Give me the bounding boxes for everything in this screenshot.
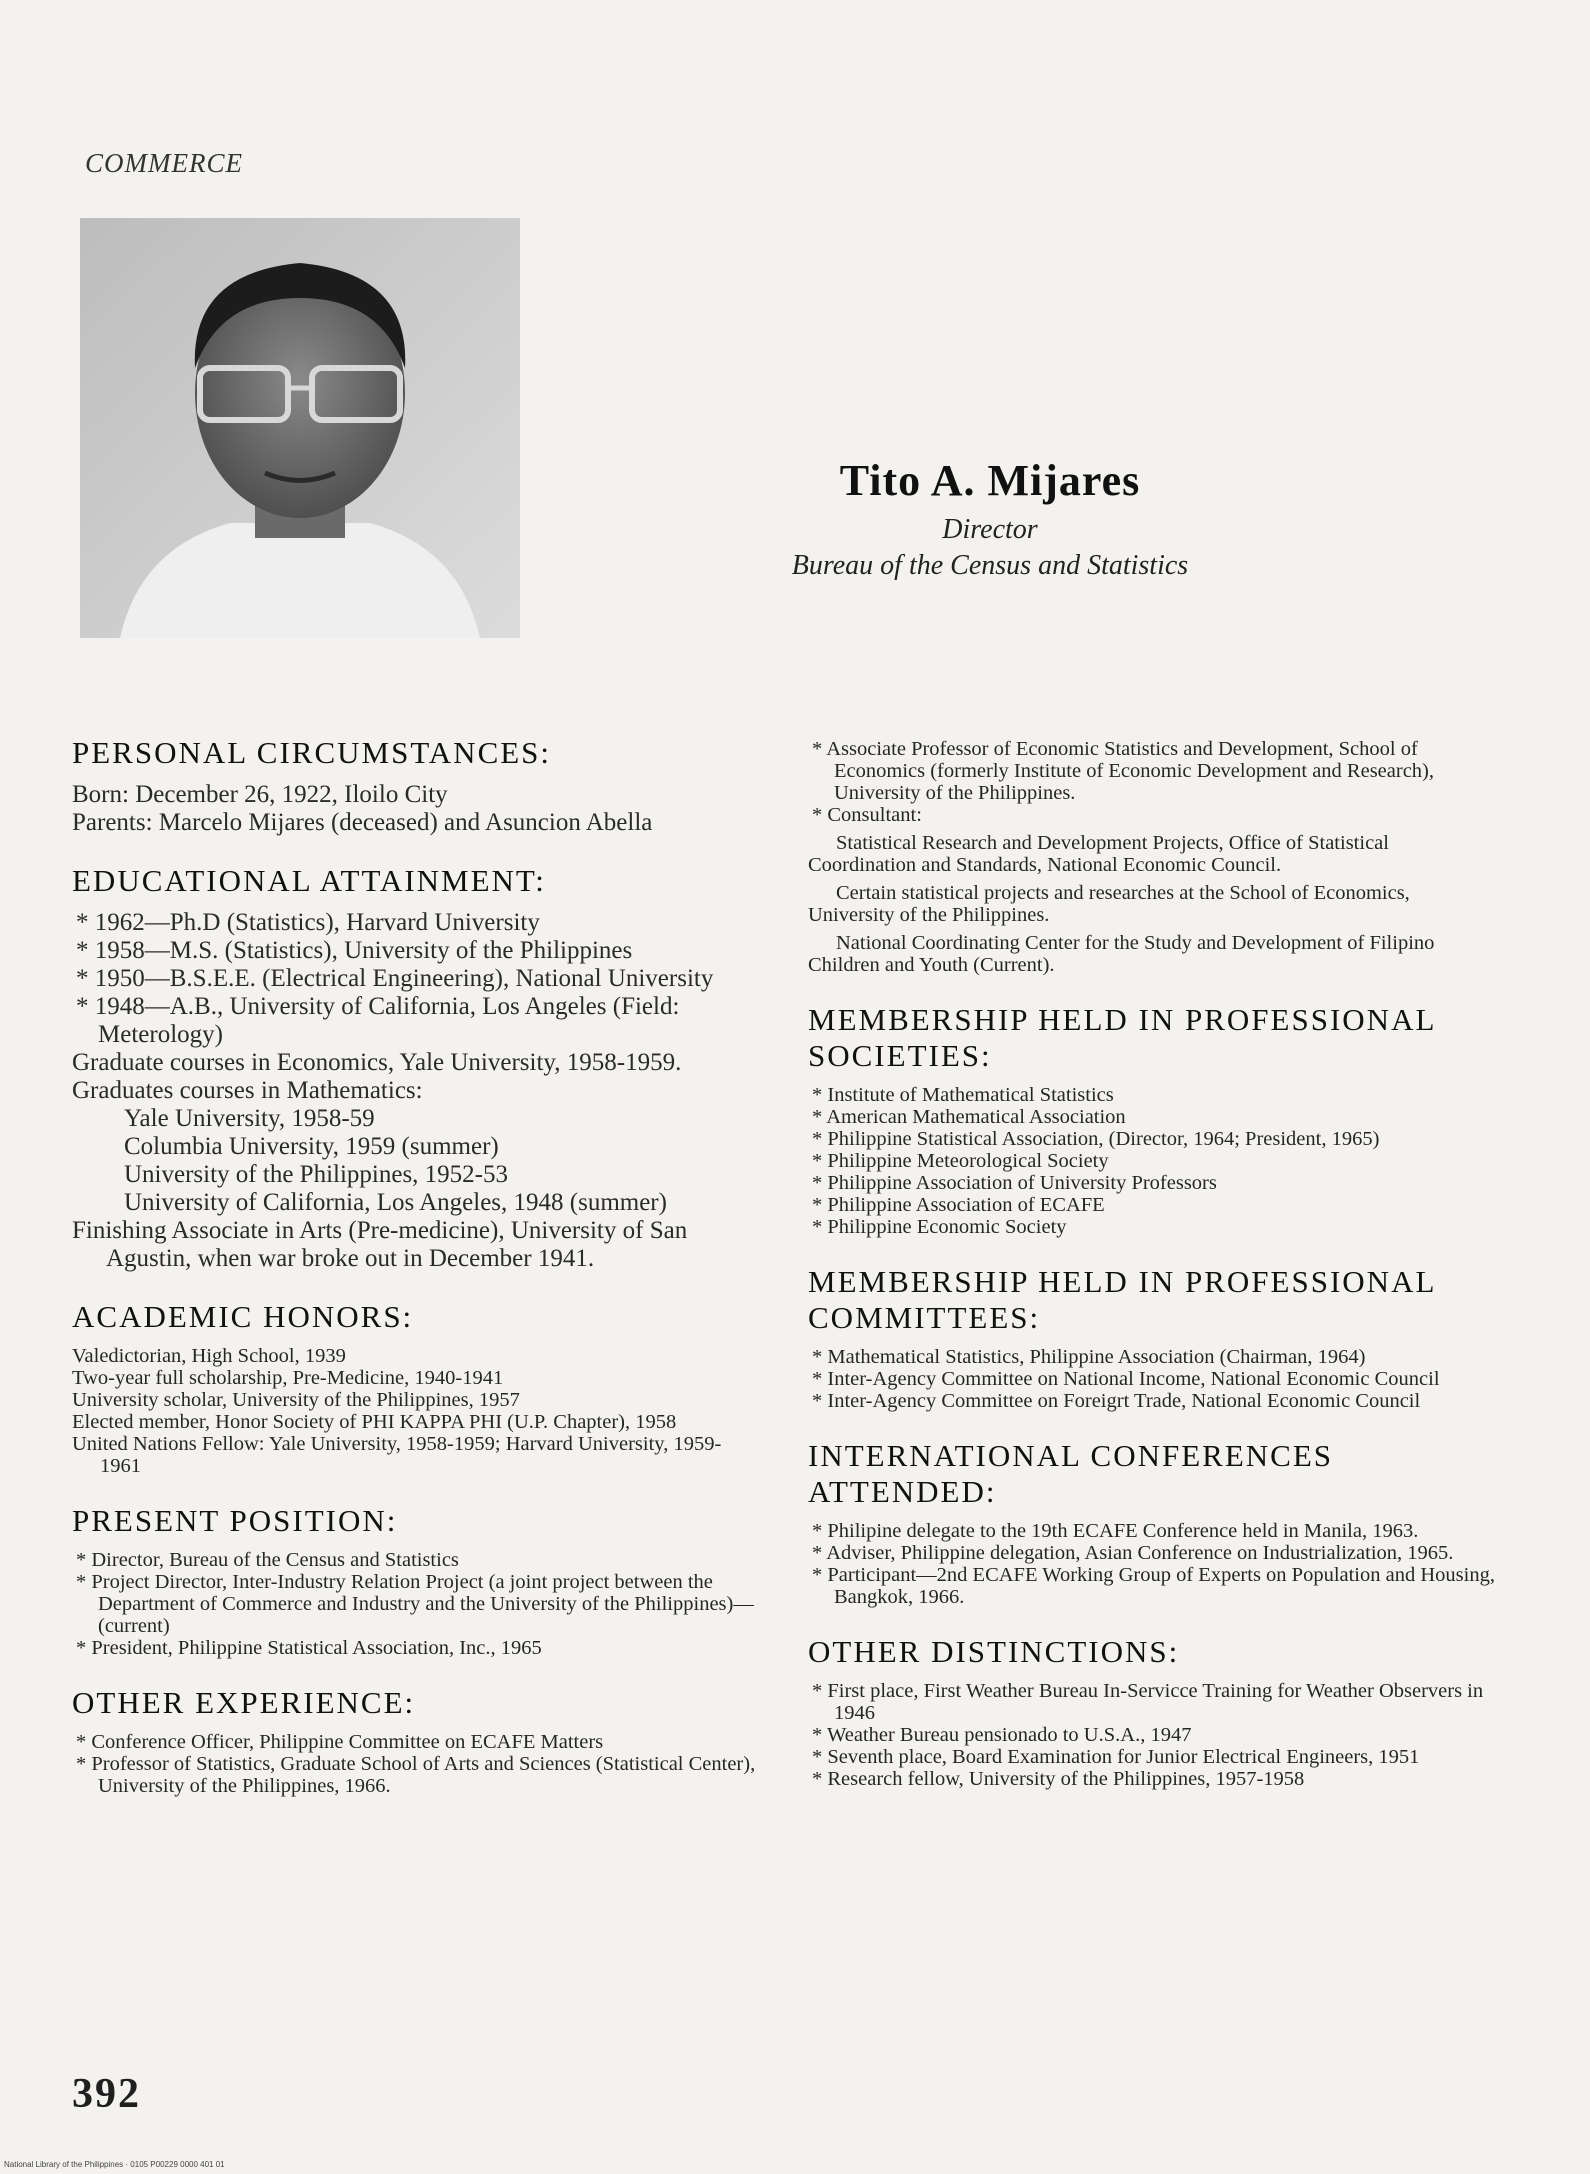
birth-info: Born: December 26, 1922, Iloilo City — [72, 781, 448, 808]
committee-item: * Mathematical Statistics, Philippine Association (Chairman, 1964) — [808, 1346, 1498, 1368]
societies-section — [808, 1002, 1498, 1238]
portrait-image — [80, 218, 520, 638]
grad-math-item: Columbia University, 1959 (summer) — [124, 1133, 499, 1160]
grad-math-item: Yale University, 1958-59 — [124, 1105, 375, 1132]
section-heading: INTERNATIONAL CONFERENCES ATTENDED: — [808, 1438, 1334, 1509]
position-item: * Project Director, Inter-Industry Relation Project (a joint project between the Department of Commerce and Industry and the University of the Philippines)—(current) — [72, 1571, 762, 1637]
distinction-item: * Seventh place, Board Examination for Junior Electrical Engineers, 1951 — [808, 1746, 1498, 1768]
section-heading: OTHER DISTINCTIONS: — [808, 1634, 1180, 1669]
right-column — [808, 738, 1498, 1816]
left-column — [72, 735, 762, 1823]
conference-item: * Philipine delegate to the 19th ECAFE Conference held in Manila, 1963. — [808, 1520, 1498, 1542]
finishing-info: Finishing Associate in Arts (Pre-medicine), University of San Agustin, when war broke out in December 1941. — [72, 1217, 688, 1272]
experience-item: * Associate Professor of Economic Statistics and Development, School of Economics (formerly Institute of Economic Development and Research), University of the Philippines. — [808, 738, 1498, 804]
degree-item: * 1962—Ph.D (Statistics), Harvard University — [72, 909, 762, 937]
profile-header — [700, 455, 1280, 584]
honor-item: University scholar, University of the Philippines, 1957 — [72, 1389, 520, 1411]
consultant-item: Certain statistical projects and researches at the School of Economics, University of the Philippines. — [808, 882, 1410, 926]
consultant-item: Statistical Research and Development Projects, Office of Statistical Coordination and Standards, National Economic Council. — [808, 832, 1389, 876]
position-title: Director — [942, 514, 1038, 545]
conferences-section — [808, 1438, 1498, 1608]
society-item: * Philippine Association of University Professors — [808, 1172, 1498, 1194]
distinction-item: * Research fellow, University of the Philippines, 1957-1958 — [808, 1768, 1498, 1790]
position-item: * Director, Bureau of the Census and Statistics — [72, 1549, 762, 1571]
society-item: * Philippine Association of ECAFE — [808, 1194, 1498, 1216]
grad-math-item: University of the Philippines, 1952-53 — [124, 1161, 508, 1188]
distinctions-section — [808, 1634, 1498, 1790]
conference-item: * Participant—2nd ECAFE Working Group of Experts on Population and Housing, Bangkok, 1966. — [808, 1564, 1498, 1608]
position-item: * President, Philippine Statistical Association, Inc., 1965 — [72, 1637, 762, 1659]
committees-section — [808, 1264, 1498, 1412]
experience-item: * Professor of Statistics, Graduate School of Arts and Sciences (Statistical Center), University of the Philippines, 1966. — [72, 1753, 762, 1797]
society-item: * Philippine Economic Society — [808, 1216, 1498, 1238]
society-item: * American Mathematical Association — [808, 1106, 1498, 1128]
page-number: 392 — [72, 2071, 141, 2117]
experience-section — [72, 1685, 762, 1797]
degree-item: * 1958—M.S. (Statistics), University of the Philippines — [72, 937, 762, 965]
section-heading: OTHER EXPERIENCE: — [72, 1685, 416, 1720]
experience-item: * Conference Officer, Philippine Committee on ECAFE Matters — [72, 1731, 762, 1753]
degree-item: * 1948—A.B., University of California, Los Angeles (Field: Meterology) — [72, 993, 762, 1049]
consultant-item: National Coordinating Center for the Study and Development of Filipino Children and Youth (Current). — [808, 932, 1435, 976]
section-tag: COMMERCE — [85, 148, 243, 178]
personal-section — [72, 735, 762, 837]
honor-item: Elected member, Honor Society of PHI KAPPA PHI (U.P. Chapter), 1958 — [72, 1411, 677, 1433]
footer-note: National Library of the Philippines · 0105 P00229 0000 401 01 — [4, 2160, 225, 2169]
section-heading: PERSONAL CIRCUMSTANCES: — [72, 735, 552, 770]
section-heading: MEMBERSHIP HELD IN PROFESSIONAL COMMITTEES: — [808, 1264, 1436, 1335]
distinction-item: * First place, First Weather Bureau In-Servicce Training for Weather Observers in 1946 — [808, 1680, 1498, 1724]
honor-item: United Nations Fellow: Yale University, 1958-1959; Harvard University, 1959-1961 — [72, 1433, 722, 1477]
section-heading: MEMBERSHIP HELD IN PROFESSIONAL SOCIETIES: — [808, 1002, 1436, 1073]
grad-math-label: Graduates courses in Mathematics: — [72, 1077, 423, 1104]
office-title: Bureau of the Census and Statistics — [791, 550, 1189, 581]
honors-section — [72, 1299, 762, 1477]
present-position-section — [72, 1503, 762, 1659]
section-heading: PRESENT POSITION: — [72, 1503, 398, 1538]
society-item: * Philippine Meteorological Society — [808, 1150, 1498, 1172]
conference-item: * Adviser, Philippine delegation, Asian Conference on Industrialization, 1965. — [808, 1542, 1498, 1564]
portrait-photo — [80, 218, 520, 638]
committee-item: * Inter-Agency Committee on Foreigrt Trade, National Economic Council — [808, 1390, 1498, 1412]
honor-item: Valedictorian, High School, 1939 — [72, 1345, 346, 1367]
society-item: * Philippine Statistical Association, (Director, 1964; President, 1965) — [808, 1128, 1498, 1150]
education-section — [72, 863, 762, 1273]
society-item: * Institute of Mathematical Statistics — [808, 1084, 1498, 1106]
distinction-item: * Weather Bureau pensionado to U.S.A., 1947 — [808, 1724, 1498, 1746]
consultant-label: * Consultant: — [808, 804, 1498, 826]
degree-item: * 1950—B.S.E.E. (Electrical Engineering), National University — [72, 965, 762, 993]
experience-continued — [808, 738, 1498, 976]
parents-info: Parents: Marcelo Mijares (deceased) and Asuncion Abella — [72, 809, 653, 836]
section-heading: EDUCATIONAL ATTAINMENT: — [72, 863, 546, 898]
committee-item: * Inter-Agency Committee on National Income, National Economic Council — [808, 1368, 1498, 1390]
honor-item: Two-year full scholarship, Pre-Medicine, 1940-1941 — [72, 1367, 504, 1389]
grad-math-item: University of California, Los Angeles, 1948 (summer) — [124, 1189, 667, 1216]
person-name: Tito A. Mijares — [839, 456, 1141, 505]
grad-economics: Graduate courses in Economics, Yale University, 1958-1959. — [72, 1049, 682, 1076]
section-heading: ACADEMIC HONORS: — [72, 1299, 414, 1334]
